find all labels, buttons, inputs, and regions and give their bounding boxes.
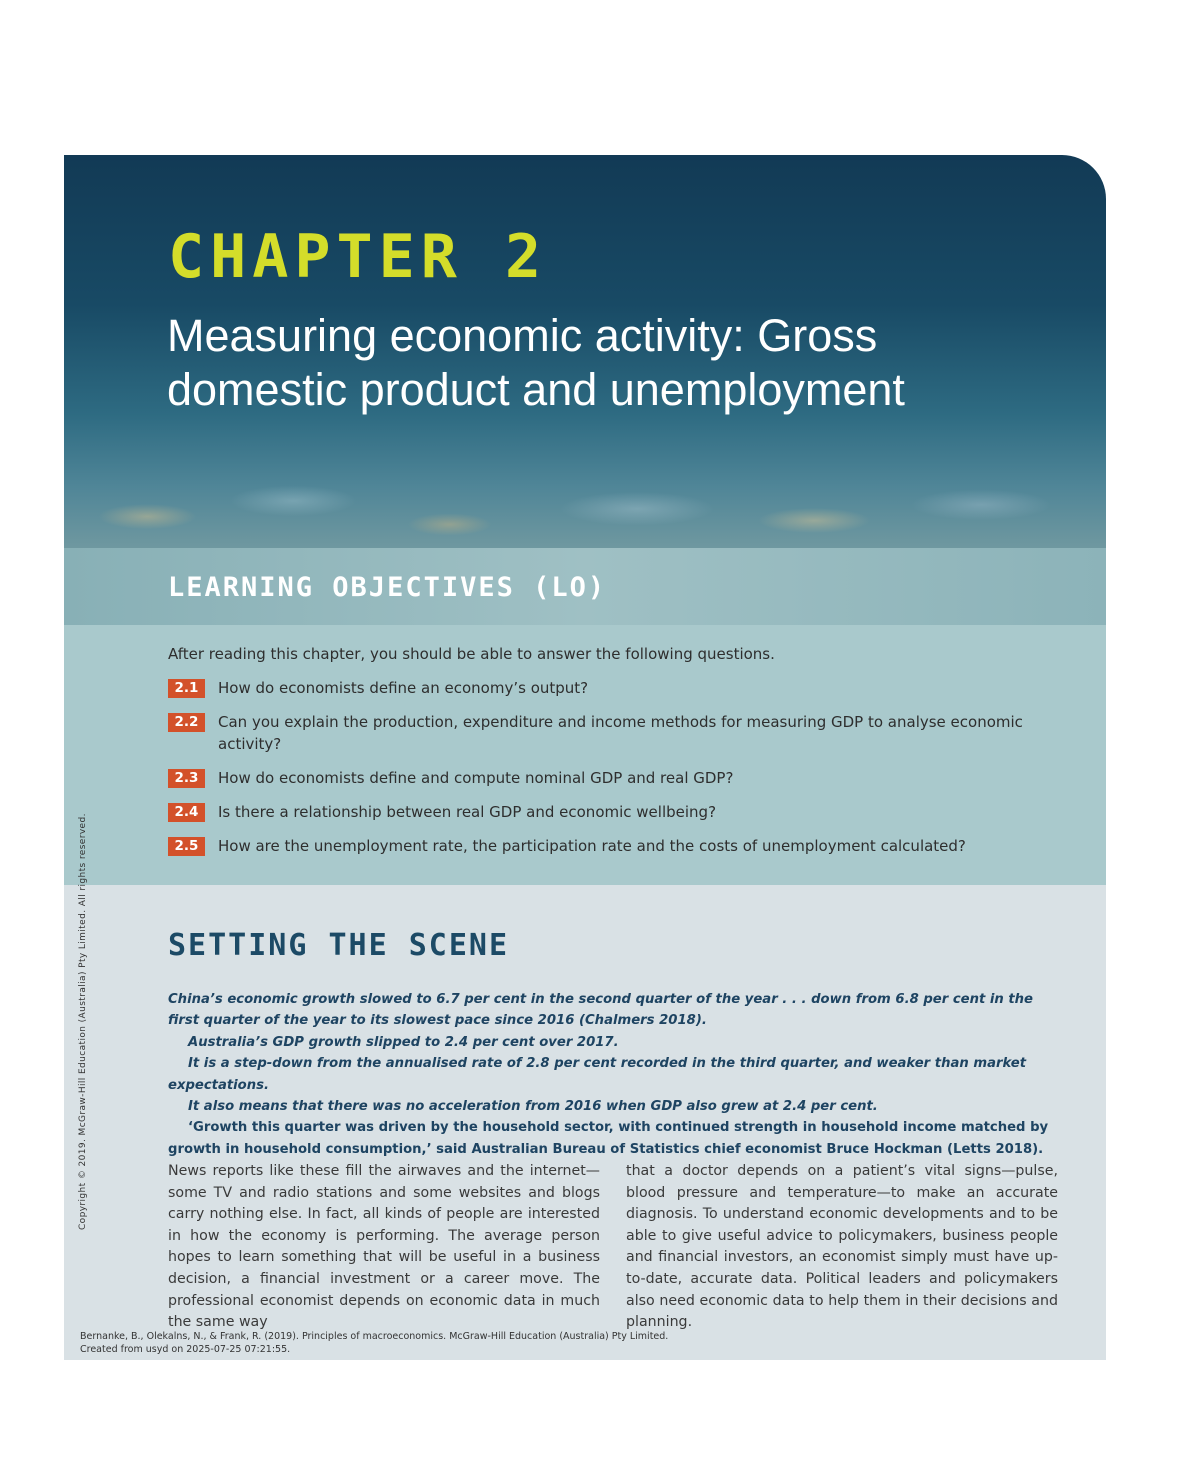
chapter-title: Measuring economic activity: Gross domestic product and unemployment [167, 310, 905, 415]
learning-objective [168, 677, 1058, 699]
objective-text: Is there a relationship between real GDP and economic wellbeing? [218, 803, 717, 821]
setting-the-scene-heading: SETTING THE SCENE [168, 928, 510, 963]
citation-line: Bernanke, B., Olekalns, N., & Frank, R. (2019). Principles of macroeconomics. McGraw-Hill Education (Australia) Pty Limited. [80, 1331, 669, 1342]
citation-footer [80, 1330, 668, 1356]
learning-objectives-panel [64, 625, 1106, 885]
quote-paragraph: It also means that there was no acceleration from 2016 when GDP also grew at 2.4 per cent. [188, 1099, 878, 1115]
body-text-left: News reports like these fill the airwaves and the internet—some TV and radio stations and some websites and blogs carry nothing else. In fact, all kinds of people are interested in how the economy is performing. The average person hopes to learn something that will be useful in a business decision, a financial investment or a career move. The professional economist depends on economic data in much the same way [168, 1163, 600, 1331]
objective-number-badge: 2.2 [168, 713, 205, 732]
learning-objectives-intro: After reading this chapter, you should be able to answer the following questions. [168, 645, 775, 663]
learning-objectives-header [64, 548, 1106, 625]
objective-number-badge: 2.1 [168, 679, 205, 698]
learning-objective [168, 767, 1058, 789]
learning-objective [168, 801, 1058, 823]
objective-text: How do economists define and compute nominal GDP and real GDP? [218, 769, 734, 787]
quote-paragraph: ‘Growth this quarter was driven by the household sector, with continued strength in household income matched by growth in household consumption,’ said Australian Bureau of Statistics chief economist Bruce Hockman (Letts 2018). [168, 1120, 1049, 1157]
objective-text: How are the unemployment rate, the participation rate and the costs of unemployment calculated? [218, 837, 966, 855]
setting-the-scene-section [64, 885, 1106, 1360]
learning-objectives-list [168, 677, 1058, 869]
objective-number-badge: 2.3 [168, 769, 205, 788]
learning-objective [168, 711, 1058, 755]
news-quote-block [168, 989, 1068, 1160]
objective-number-badge: 2.4 [168, 803, 205, 822]
chapter-opener [64, 155, 1106, 1360]
learning-objectives-heading: LEARNING OBJECTIVES (LO) [168, 572, 607, 603]
objective-text: Can you explain the production, expenditure and income methods for measuring GDP to analyse economic activity? [218, 713, 1023, 753]
objective-number-badge: 2.5 [168, 837, 205, 856]
objective-text: How do economists define an economy’s output? [218, 679, 589, 697]
chapter-header [64, 155, 1106, 548]
chapter-label: CHAPTER 2 [168, 222, 548, 292]
quote-paragraph: It is a step-down from the annualised rate of 2.8 per cent recorded in the third quarter, and weaker than market expectations. [168, 1056, 1027, 1093]
created-from-line: Created from usyd on 2025-07-25 07:21:55. [80, 1344, 291, 1355]
body-text-right: that a doctor depends on a patient’s vital signs—pulse, blood pressure and temperature—to make an accurate diagnosis. To understand economic developments and to be able to give useful advice to policymakers, business people and financial investors, an economist simply must have up-to-date, accurate data. Political leaders and policymakers also need economic data to help them in their decisions and planning. [626, 1163, 1058, 1331]
copyright-notice: Copyright © 2019. McGraw-Hill Education (Australia) Pty Limited. All rights reserved. [78, 813, 88, 1230]
learning-objective [168, 835, 1058, 857]
quote-paragraph: China’s economic growth slowed to 6.7 per cent in the second quarter of the year . . . down from 6.8 per cent in the first quarter of the year to its slowest pace since 2016 (Chalmers 2018). [168, 992, 1034, 1029]
quote-paragraph: Australia’s GDP growth slipped to 2.4 per cent over 2017. [188, 1034, 619, 1050]
